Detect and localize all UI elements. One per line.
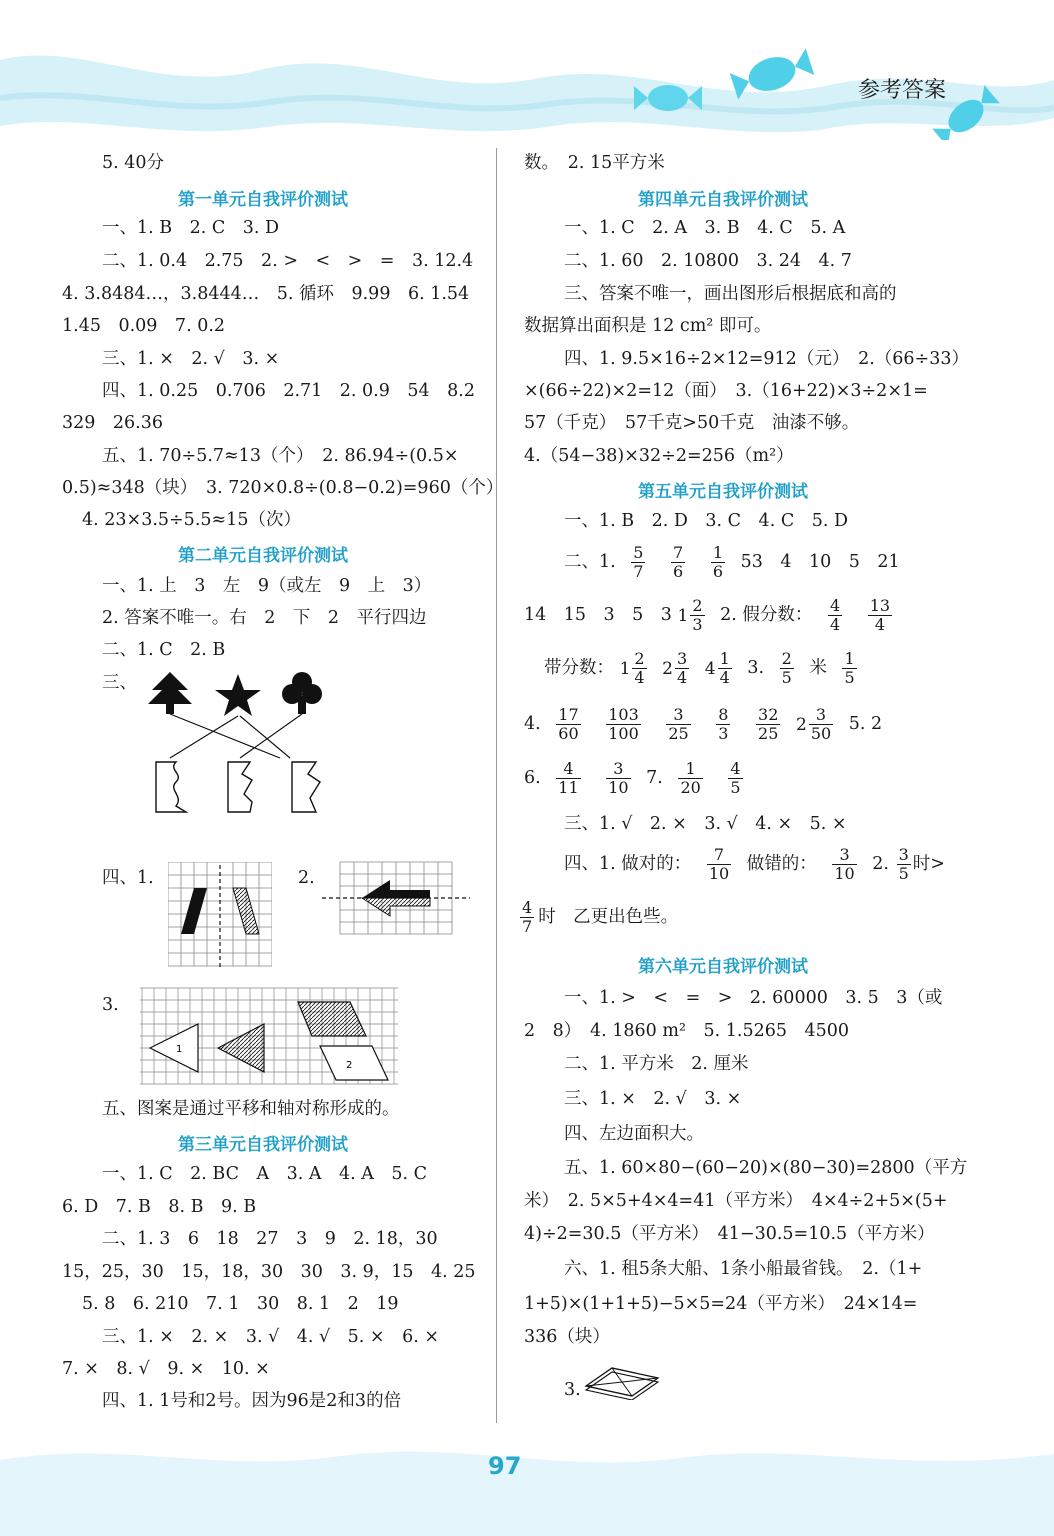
fraction — [780, 650, 794, 687]
answer-line: 四、左边面积大。 — [564, 1124, 704, 1144]
answer-line: 5. 40分 — [102, 153, 165, 173]
fraction — [809, 706, 833, 743]
answer-line: 四、1. 0.25 0.706 2.71 2. 0.9 54 8.2 — [102, 381, 475, 401]
grid-figure-3 — [140, 986, 400, 1086]
numerator: 1 — [712, 543, 723, 562]
numerator: 3 — [677, 649, 688, 668]
answer-line: 0.5)≈348（块） 3. 720×0.8÷(0.8−0.2)=960（个） — [62, 478, 504, 498]
answer-line: 一、1. C 2. BC A 3. A 4. A 5. C — [102, 1164, 428, 1184]
fraction — [632, 650, 646, 687]
answer-line: 4. 3.8484…，3.8444… 5. 循环 9.99 6. 1.54 — [62, 284, 470, 304]
denominator: 25 — [758, 724, 779, 743]
denominator: 4 — [634, 668, 645, 687]
answer-line — [544, 646, 867, 691]
denominator: 4 — [677, 668, 688, 687]
whole-part: 4 — [704, 658, 716, 679]
denominator: 11 — [558, 778, 579, 797]
denominator: 7 — [522, 917, 533, 936]
numerator: 3 — [832, 846, 856, 865]
answer-text: 7. — [646, 768, 663, 788]
answer-line: 五、1. 60×80−(60−20)×(80−30)=2800（平方 — [564, 1158, 968, 1178]
fraction — [897, 846, 911, 883]
fraction — [842, 650, 856, 687]
numerator: 3 — [606, 760, 630, 779]
grid-figure-2 — [322, 860, 470, 936]
star-icon — [215, 674, 261, 716]
fraction — [832, 846, 856, 883]
fraction — [868, 597, 892, 634]
answer-text: 四、1. 做对的： — [564, 854, 692, 874]
fraction — [678, 760, 702, 797]
answer-line: 15，25，30 15，18，30 30 3. 9，15 4. 25 — [62, 1262, 476, 1282]
matching-figure — [140, 670, 340, 830]
numerator: 5 — [633, 543, 644, 562]
numerator: 3 — [898, 845, 909, 864]
fraction — [556, 706, 580, 743]
whole-part: 2 — [662, 658, 673, 679]
denominator: 100 — [608, 724, 639, 743]
denominator: 5 — [898, 864, 909, 883]
club-icon — [282, 672, 322, 714]
fraction — [718, 650, 732, 687]
answer-text: 4. — [524, 714, 541, 734]
answer-text: 2. — [872, 854, 889, 874]
answer-line: 三、1. × 2. √ 3. × — [564, 1089, 742, 1109]
denominator: 7 — [633, 562, 644, 581]
page-number: 97 — [488, 1452, 522, 1480]
answer-line: 2 8） 4. 1860 m² 5. 1.5265 4500 — [524, 1021, 850, 1041]
fraction — [711, 544, 725, 581]
denominator: 60 — [558, 724, 579, 743]
answer-line: 一、1. C 2. A 3. B 4. C 5. A — [564, 218, 846, 238]
answer-line: 一、1. B 2. D 3. C 4. C 5. D — [564, 511, 848, 531]
whole-part: 1 — [677, 605, 689, 626]
answer-text: 5. 2 — [848, 714, 883, 734]
numerator: 103 — [608, 705, 639, 724]
answer-line: 4. 23×3.5÷5.5≈15（次） — [82, 510, 301, 530]
answer-line — [524, 702, 882, 747]
denominator: 4 — [874, 615, 885, 634]
fraction — [606, 706, 641, 743]
answer-line: 四、1. — [102, 868, 154, 888]
figure-label: 2 — [346, 1060, 353, 1071]
answer-line: 7. × 8. √ 9. × 10. × — [62, 1359, 270, 1379]
answer-line: 二、1. 60 2. 10800 3. 24 4. 7 — [564, 251, 852, 271]
answer-line: 数据算出面积是 12 cm² 即可。 — [524, 316, 772, 336]
fraction — [707, 846, 731, 883]
answer-line: 57（千克） 57千克>50千克 油漆不够。 — [524, 413, 860, 433]
answer-text: 3. — [747, 658, 765, 678]
answer-line: 一、1. > < = > 2. 60000 3. 5 3（或 — [564, 988, 943, 1008]
denominator: 3 — [692, 615, 703, 634]
answer-line: 2. — [298, 868, 315, 888]
numerator: 3 — [666, 706, 690, 725]
answer-line: 数。 2. 15平方米 — [524, 153, 665, 173]
numerator: 2 — [692, 596, 703, 615]
answer-line: 3. — [564, 1380, 581, 1400]
answer-text: 二、1. — [564, 552, 616, 572]
answer-line: 3. — [102, 995, 119, 1015]
answer-line: 五、1. 70÷5.7≈13（个） 2. 86.94÷(0.5× — [102, 446, 459, 466]
denominator: 5 — [844, 668, 855, 687]
numerator: 7 — [707, 846, 731, 865]
denominator: 10 — [608, 778, 629, 797]
answer-line: 三、 — [102, 673, 137, 693]
fraction — [690, 597, 704, 634]
answer-text: 时> — [912, 854, 945, 874]
figure-label: 1 — [176, 1044, 183, 1055]
answer-line: 6. D 7. B 8. B 9. B — [62, 1197, 257, 1217]
answer-line: 米） 2. 5×5+4×4=41（平方米） 4×4÷2+5×(5+ — [524, 1191, 948, 1211]
fraction — [728, 760, 742, 797]
denominator: 5 — [730, 778, 741, 797]
fraction — [671, 544, 685, 581]
numerator: 4 — [829, 596, 841, 615]
answer-line — [524, 756, 753, 800]
answer-line — [564, 540, 900, 584]
answer-line: 5. 8 6. 210 7. 1 30 8. 1 2 19 — [82, 1294, 399, 1314]
denominator: 6 — [712, 562, 723, 581]
fraction — [756, 706, 780, 743]
grid-figure-1 — [168, 862, 272, 970]
denominator: 4 — [719, 668, 730, 687]
answer-line: 329 26.36 — [62, 413, 164, 433]
denominator: 25 — [668, 724, 689, 743]
whole-part: 1 — [619, 658, 631, 679]
header-wave-band — [0, 0, 1054, 140]
numerator: 32 — [758, 705, 779, 724]
answer-line: 4)÷2=30.5（平方米） 41−30.5=10.5（平方米） — [524, 1224, 935, 1244]
numerator: 13 — [869, 596, 891, 615]
denominator: 20 — [680, 778, 701, 797]
answer-line: 1+5)×(1+1+5)−5×5=24（平方米） 24×14= — [524, 1294, 918, 1314]
section-heading: 第一单元自我评价测试 — [178, 190, 348, 210]
denominator: 5 — [781, 668, 792, 687]
section-heading: 第二单元自我评价测试 — [178, 546, 348, 566]
fraction — [675, 650, 689, 687]
fraction — [606, 760, 630, 797]
fraction — [631, 544, 645, 581]
answer-line: 一、1. 上 3 左 9（或左 9 上 3） — [102, 576, 432, 596]
denominator: 3 — [718, 724, 729, 743]
numerator: 1 — [844, 649, 855, 668]
whole-part: 2 — [795, 714, 807, 735]
answer-line: 四、1. 1号和2号。因为96是2和3的倍 — [102, 1391, 402, 1411]
answer-text: 做错的： — [746, 854, 817, 874]
answer-line: 二、1. C 2. B — [102, 640, 226, 660]
column-divider — [496, 148, 497, 1423]
answer-text: 带分数： — [544, 658, 614, 678]
answer-line: 336（块） — [524, 1327, 610, 1347]
answer-text: 2. 假分数： — [720, 605, 813, 625]
answer-line: 4.（54−38)×32÷2=256（m²） — [524, 446, 794, 466]
answer-line: 1.45 0.09 7. 0.2 — [62, 316, 226, 336]
section-heading: 第六单元自我评价测试 — [638, 957, 808, 977]
fraction — [716, 706, 730, 743]
answer-text: 时 乙更出色些。 — [538, 907, 679, 927]
answer-text: 6. — [524, 768, 541, 788]
footer-wave-band — [0, 1430, 1054, 1536]
numerator: 7 — [673, 543, 684, 562]
answer-line: 一、1. B 2. C 3. D — [102, 218, 280, 238]
answer-text: 53 4 10 5 21 — [740, 552, 900, 572]
answer-line: 三、1. × 2. × 3. √ 4. √ 5. × 6. × — [102, 1327, 440, 1347]
fraction — [828, 597, 842, 634]
answer-text: 米 — [809, 658, 827, 678]
numerator: 2 — [634, 649, 645, 668]
answer-text: 14 15 3 5 3 — [524, 605, 672, 625]
numerator: 8 — [718, 705, 729, 724]
denominator: 50 — [810, 724, 832, 743]
section-heading: 第四单元自我评价测试 — [638, 190, 808, 210]
fraction — [520, 899, 534, 936]
fraction — [666, 706, 690, 743]
numerator: 4 — [730, 759, 741, 778]
answer-line: ×(66÷22)×2=12（面） 3.（16+22)×3÷2×1= — [524, 381, 928, 401]
numerator: 2 — [781, 649, 792, 668]
section-heading: 第三单元自我评价测试 — [178, 1135, 348, 1155]
answer-line: 二、1. 平方米 2. 厘米 — [564, 1054, 749, 1074]
numerator: 1 — [719, 649, 730, 668]
numerator: 4 — [522, 898, 533, 917]
answer-line: 三、答案不唯一，画出图形后根据底和高的 — [564, 284, 897, 304]
denominator: 10 — [708, 864, 730, 883]
page-header-title: 参考答案 — [857, 78, 946, 103]
section-heading: 第五单元自我评价测试 — [638, 482, 808, 502]
denominator: 6 — [673, 562, 684, 581]
numerator: 1 — [678, 760, 702, 779]
answer-line — [524, 593, 902, 638]
cuboid-figure — [582, 1364, 662, 1400]
answer-line — [516, 895, 678, 939]
answer-line: 四、1. 9.5×16÷2×12=912（元） 2.（66÷33） — [564, 349, 969, 369]
fraction — [556, 760, 580, 797]
denominator: 10 — [834, 864, 855, 883]
answer-line — [564, 842, 945, 886]
numerator: 4 — [556, 760, 580, 779]
numerator: 17 — [558, 705, 579, 724]
tree-icon — [148, 672, 192, 714]
answer-line: 五、图案是通过平移和轴对称形成的。 — [102, 1099, 400, 1119]
answer-line: 二、1. 0.4 2.75 2. > < > = 3. 12.4 — [102, 251, 474, 271]
answer-line: 2. 答案不唯一。右 2 下 2 平行四边 — [102, 608, 427, 628]
denominator: 4 — [829, 615, 841, 634]
answer-line: 二、1. 3 6 18 27 3 9 2. 18，30 — [102, 1229, 438, 1249]
answer-line: 六、1. 租5条大船、1条小船最省钱。 2.（1+ — [564, 1259, 923, 1279]
answer-line: 三、1. × 2. √ 3. × — [102, 349, 280, 369]
numerator: 3 — [809, 706, 833, 725]
answer-line: 三、1. √ 2. × 3. √ 4. × 5. × — [564, 814, 847, 834]
